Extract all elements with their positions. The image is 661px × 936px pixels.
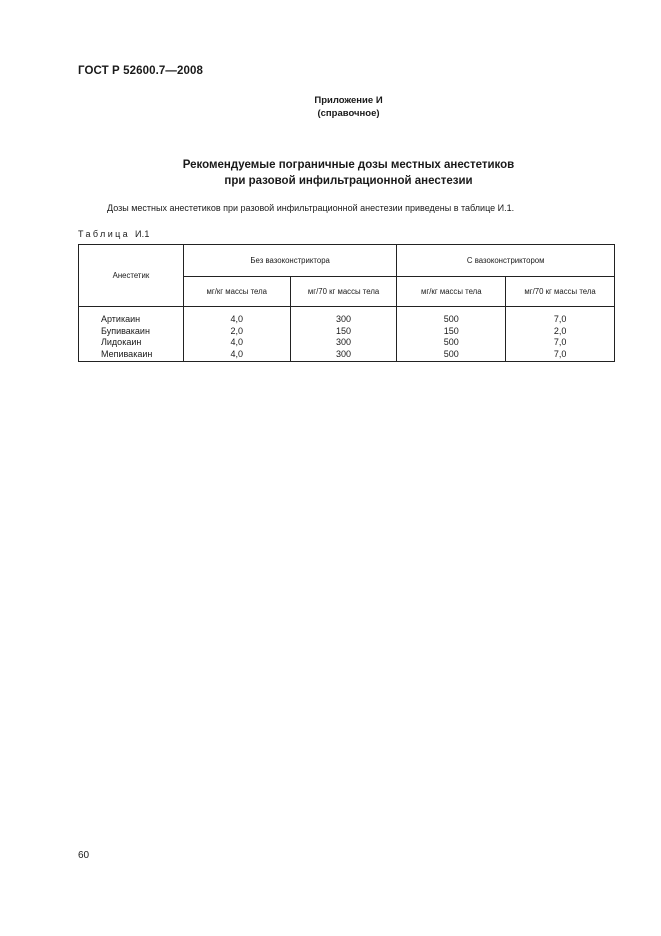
dose-without-per-kg: 4,0 [183,337,290,349]
group-header-with-vasoconstrictor: С вазоконстриктором [397,245,615,277]
dose-with-per-70kg: 2,0 [506,326,615,338]
dose-table [78,244,615,362]
table-row [79,326,615,338]
dose-without-per-kg: 4,0 [183,349,290,362]
heading-line-1: Рекомендуемые пограничные дозы местных анестетиков [182,159,515,171]
group-header-without-vasoconstrictor: Без вазоконстриктора [183,245,397,277]
dose-with-per-kg: 500 [397,337,506,349]
table-row [79,307,615,326]
heading-line-2: при разовой инфильтрационной анестезии [224,175,473,187]
subheader-without-per-kg: мг/кг массы тела [183,277,290,307]
appendix-title: Приложение И [314,95,383,106]
dose-with-per-kg: 500 [397,307,506,326]
subheader-with-per-kg: мг/кг массы тела [397,277,506,307]
dose-without-per-70kg: 300 [290,307,397,326]
section-heading [0,157,661,189]
dose-without-per-kg: 2,0 [183,326,290,338]
dose-with-per-kg: 150 [397,326,506,338]
intro-paragraph: Дозы местных анестетиков при разовой инфильтрационной анестезии приведены в таблице И.1. [107,203,515,213]
table-caption-number: И.1 [135,229,150,239]
dose-without-per-70kg: 150 [290,326,397,338]
subheader-with-per-70kg: мг/70 кг массы тела [506,277,615,307]
table-row [79,349,615,362]
dose-without-per-kg: 4,0 [183,307,290,326]
dose-with-per-70kg: 7,0 [506,349,615,362]
drug-name: Артикаин [79,307,184,326]
appendix-subtitle: (справочное) [317,108,380,119]
subheader-without-per-70kg: мг/70 кг массы тела [290,277,397,307]
page-number: 60 [78,850,90,861]
dose-with-per-70kg: 7,0 [506,307,615,326]
dose-without-per-70kg: 300 [290,349,397,362]
drug-name: Бупивакаин [79,326,184,338]
table-caption-word: Таблица [78,229,131,239]
dose-with-per-70kg: 7,0 [506,337,615,349]
standard-id: ГОСТ Р 52600.7—2008 [78,65,203,77]
table-caption [78,229,150,239]
drug-name: Лидокаин [79,337,184,349]
column-header-drug: Анестетик [79,245,184,307]
dose-without-per-70kg: 300 [290,337,397,349]
drug-name: Мепивакаин [79,349,184,362]
table-row [79,337,615,349]
dose-with-per-kg: 500 [397,349,506,362]
